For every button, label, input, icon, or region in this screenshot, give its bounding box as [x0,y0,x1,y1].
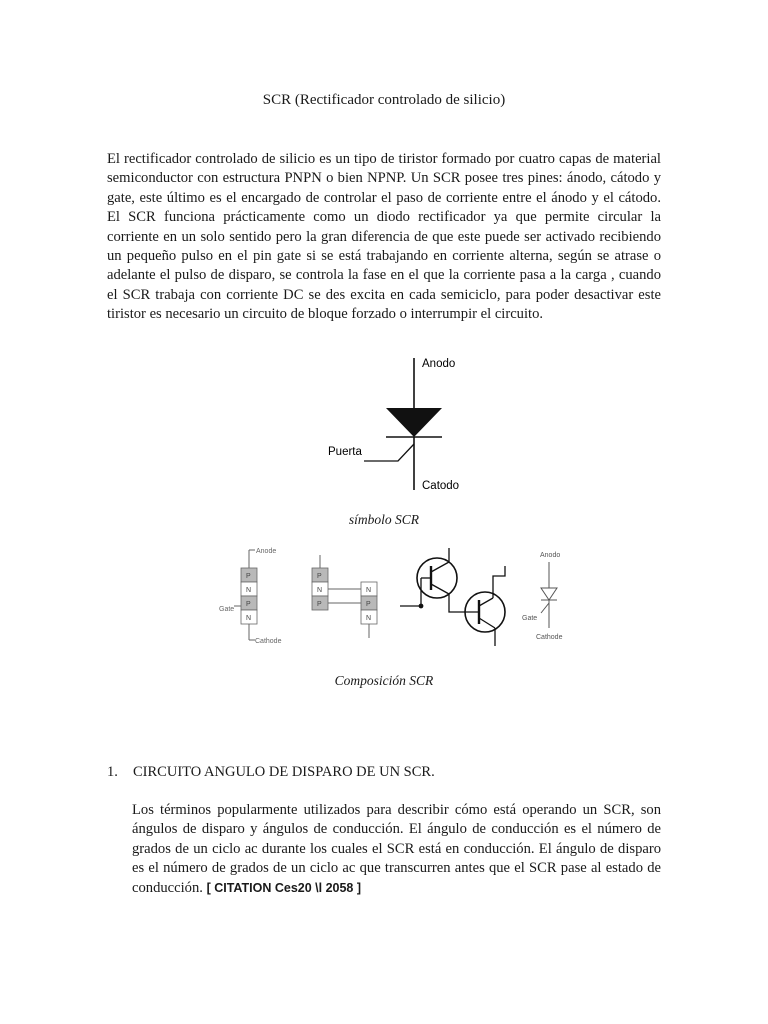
cathode-label: Catodo [422,480,460,492]
small-anode-label: Anodo [540,552,561,559]
layer-n2-label: N [246,615,252,622]
layer-p1-label: P [246,573,251,580]
scr-symbol-figure [320,350,470,498]
pnp-collector-to-npn-base [449,594,479,612]
layer-p2-label: P [246,601,251,608]
section-number: 1. [107,764,118,780]
gate-lead [364,444,414,461]
citation-field: [ CITATION Ces20 \l 2058 ] [206,880,362,895]
split-left-n-label: N [317,587,323,594]
section-paragraph-text: Los términos popularmente utilizados para describir cómo está operando un SCR, son ángulos de disparo y ángulos de conducción. El ángulo de conducción es el número de grados de un ciclo ac durante los cuales el SCR está en conducción. El ángulo de disparo es el número de grados de un ciclo ac que transcurren antes que el SCR pase al estado de conducción. [132,802,661,896]
scr-composition-figure [215,540,585,652]
npn-collector [479,598,493,606]
layer-n1-label: N [246,587,252,594]
split-left-p-label: P [317,573,322,580]
diode-triangle [386,408,442,437]
stack-cathode-label: Cathode [255,638,282,645]
section-paragraph [132,801,661,898]
section-heading [107,764,435,781]
figure2-caption: Composición SCR [334,673,434,688]
small-cathode-label: Cathode [536,634,563,641]
split-right-n2-label: N [366,615,372,622]
intro-paragraph: El rectificador controlado de silicio es un tipo de tiristor formado por cuatro capas de material semiconductor con estructura PNPN o bien NPNP. Un SCR posee tres pines: ánodo, cátodo y gate, este último es el encargado de controlar el paso de corriente entre el ánodo y el cátodo. El SCR funciona prácticamente como un diodo rectificador ya que permite circular la corriente en un solo sentido pero la gran diferencia de que este puede ser activado recibiendo un pequeño pulso en el pin gate si se está trabajando en corriente alterna, según se atrase o adelante el pulso de disparo, se controla la fase en el que la corriente pasa a la carga , cuando el SCR trabaja con corriente DC se des excita en cada semiciclo, para poder desactivar este tiristor es necesario un circuito de bloque forzado o interrumpir el circuito. [107,151,661,323]
pnp-emitter [431,562,449,572]
anode-label: Anodo [422,358,456,370]
figure1-caption: símbolo SCR [348,512,420,527]
npn-emitter [479,618,495,628]
gate-label: Puerta [328,446,362,458]
small-gate-lead [541,603,549,613]
gate-junction-dot [419,604,424,609]
stack-anode-label: Anode [256,548,277,555]
npn-collector-to-pnp-base [493,566,505,598]
small-diode-triangle [541,588,557,600]
document-title: SCR (Rectificador controlado de silicio) [262,92,506,108]
stack-gate-label: Gate [219,606,235,613]
split-right-n-label: N [366,587,372,594]
section-heading-text: CIRCUITO ANGULO DE DISPARO DE UN SCR. [133,764,435,780]
split-left-p2-label: P [317,601,322,608]
small-gate-label: Gate [522,615,538,622]
pnp-collector [431,584,449,594]
split-right-p-label: P [366,601,371,608]
